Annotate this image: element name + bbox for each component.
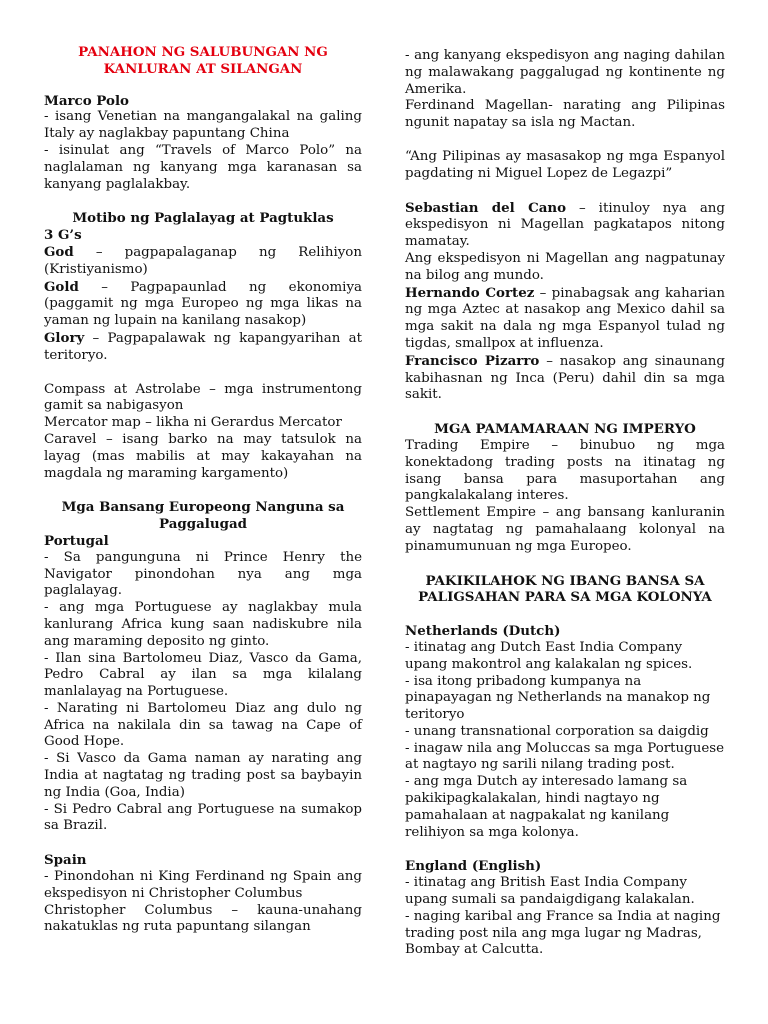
heading-england: England (English) [405,858,542,875]
list-item: - itinatag ang Dutch East India Company upang makontrol ang kalakalan ng spices. [405,639,693,672]
heading-imperyo: MGA PAMAMARAAN NG IMPERYO [434,421,696,438]
paragraph: Trading Empire – binubuo ng mga konektadong trading posts na itinatag ng isang bansa para masuportahan ang pangkalakalang interes. [405,437,725,504]
right-column [405,48,725,959]
paragraph-cano [405,200,725,251]
term-gold: Gold [44,278,79,295]
paragraph-glory [44,330,362,365]
quote: “Ang Pilipinas ay masasakop ng mga Espanyol pagdating ni Miguel Lopez de Legazpi” [405,148,725,181]
list-item: - itinatag ang British East India Company upang sumali sa pandaigdigang kalakalan. [405,875,695,908]
subheading-3gs: 3 G’s [44,227,82,244]
text: – nasakop ang sinaunang kabihasnan ng Inca (Peru) dahil din sa mga sakit. [405,353,725,403]
paragraph-cortez [405,285,725,353]
heading-spain: Spain [44,852,87,869]
text: – pinabagsak ang kaharian ng mga Aztec at nasakop ang Mexico dahil sa mga sakit na dala ng mga Espanyol tulad ng tigdas, smallpox at influenza. [405,285,725,351]
term-cano: Sebastian del Cano [405,199,567,216]
heading-portugal: Portugal [44,532,109,549]
list-item: - ang kanyang ekspedisyon ang naging dahilan ng malawakang paggalugad ng kontinente ng Amerika. [405,48,725,97]
heading-marco-polo: Marco Polo [44,92,129,109]
paragraph-pizarro [405,353,725,404]
paragraph: - isinulat ang “Travels of Marco Polo” na naglalaman ng kanyang mga karanasan sa kanyang paglalakbay. [44,142,362,192]
term-glory: Glory [44,329,85,346]
heading-motibo: Motibo ng Paglalayag at Pagtuklas [72,210,334,227]
paragraph-god [44,244,362,279]
document-title: PANAHON NG SALUBUNGAN NG KANLURAN AT SILANGAN [78,44,328,77]
paragraph: Compass at Astrolabe – mga instrumentong gamit sa nabigasyon [44,381,362,414]
list-item: - isa itong pribadong kumpanya na pinapayagan ng Netherlands na manakop ng teritoryo [405,673,711,723]
list-item: - Sa pangunguna ni Prince Henry the Navigator pinondohan nya ang mga paglalayag. [44,549,362,599]
list-item: - Ilan sina Bartolomeu Diaz, Vasco da Gama, Pedro Cabral ay ilan sa mga kilalang manlalayag na Portuguese. [44,650,362,700]
list-item: - inagaw nila ang Moluccas sa mga Portuguese at nagtayo ng sarili nilang trading post. [405,740,725,773]
paragraph: Settlement Empire – ang bansang kanluranin ay nagtatag ng pamahalaang kolonyal na pinamumunuan ng mga Europeo. [405,505,725,554]
list-item: - ang mga Dutch ay interesado lamang sa pakikipagkalakalan, hindi nagtayo ng pamahalaan at nagpakalat ng kanilang relihiyon sa mga kolonya. [405,774,688,840]
list-item: - Si Vasco da Gama naman ay narating ang India at nagtatag ng trading post sa baybayin ng India (Goa, India) [44,751,362,800]
list-item: - naging karibal ang France sa India at naging trading post nila ang mga lugar ng Madras, Bombay at Calcutta. [405,908,721,958]
paragraph: - isang Venetian na mangangalakal na galing Italy ay naglakbay papuntang China [44,109,362,142]
text: – pagpapalaganap ng Relihiyon (Kristiyanismo) [44,244,362,277]
paragraph-gold [44,279,362,330]
text: – Pagpapaunlad ng ekonomiya (paggamit ng mga Europeo ng mga likas na yaman ng lupain na kanilang nasakop) [44,279,362,329]
heading-pakikilahok: PAKIKILAHOK NG IBANG BANSA SA PALIGSAHAN PARA SA MGA KOLONYA [418,572,712,606]
list-item: - unang transnational corporation sa daigdig [405,723,709,739]
heading-netherlands: Netherlands (Dutch) [405,623,561,640]
term-god: God [44,243,74,260]
list-item: - ang mga Portuguese ay naglakbay mula kanlurang Africa kung saan nadiskubre nila ang maraming deposito ng ginto. [44,600,362,649]
list-item: Ferdinand Magellan- narating ang Pilipinas ngunit napatay sa isla ng Mactan. [405,98,725,131]
text: – Pagpapalawak ng kapangyarihan at teritoryo. [44,330,362,363]
list-item: - Si Pedro Cabral ang Portuguese na sumakop sa Brazil. [44,801,362,834]
left-column [44,44,362,936]
paragraph: Mercator map – likha ni Gerardus Mercator [44,415,342,431]
paragraph: Caravel – isang barko na may tatsulok na layag (mas mabilis at may kakayahan na magdala ng maraming kargamento) [44,431,362,481]
list-item: - Pinondohan ni King Ferdinand ng Spain ang ekspedisyon ni Christopher Columbus [44,869,362,901]
paragraph: Ang ekspedisyon ni Magellan ang nagpatunay na bilog ang mundo. [405,250,725,283]
term-cortez: Hernando Cortez [405,284,535,301]
list-item: Christopher Columbus – kauna-unahang nakatuklas ng ruta papuntang silangan [44,902,362,935]
heading-bansa: Mga Bansang Europeong Nanguna sa Paggalugad [61,499,345,533]
text: – itinuloy nya ang ekspedisyon ni Magellan pagkatapos nitong mamatay. [405,200,725,250]
term-pizarro: Francisco Pizarro [405,352,540,369]
list-item: - Narating ni Bartolomeu Diaz ang dulo ng Africa na nakilala din sa tawag na Cape of Good Hope. [44,700,362,750]
